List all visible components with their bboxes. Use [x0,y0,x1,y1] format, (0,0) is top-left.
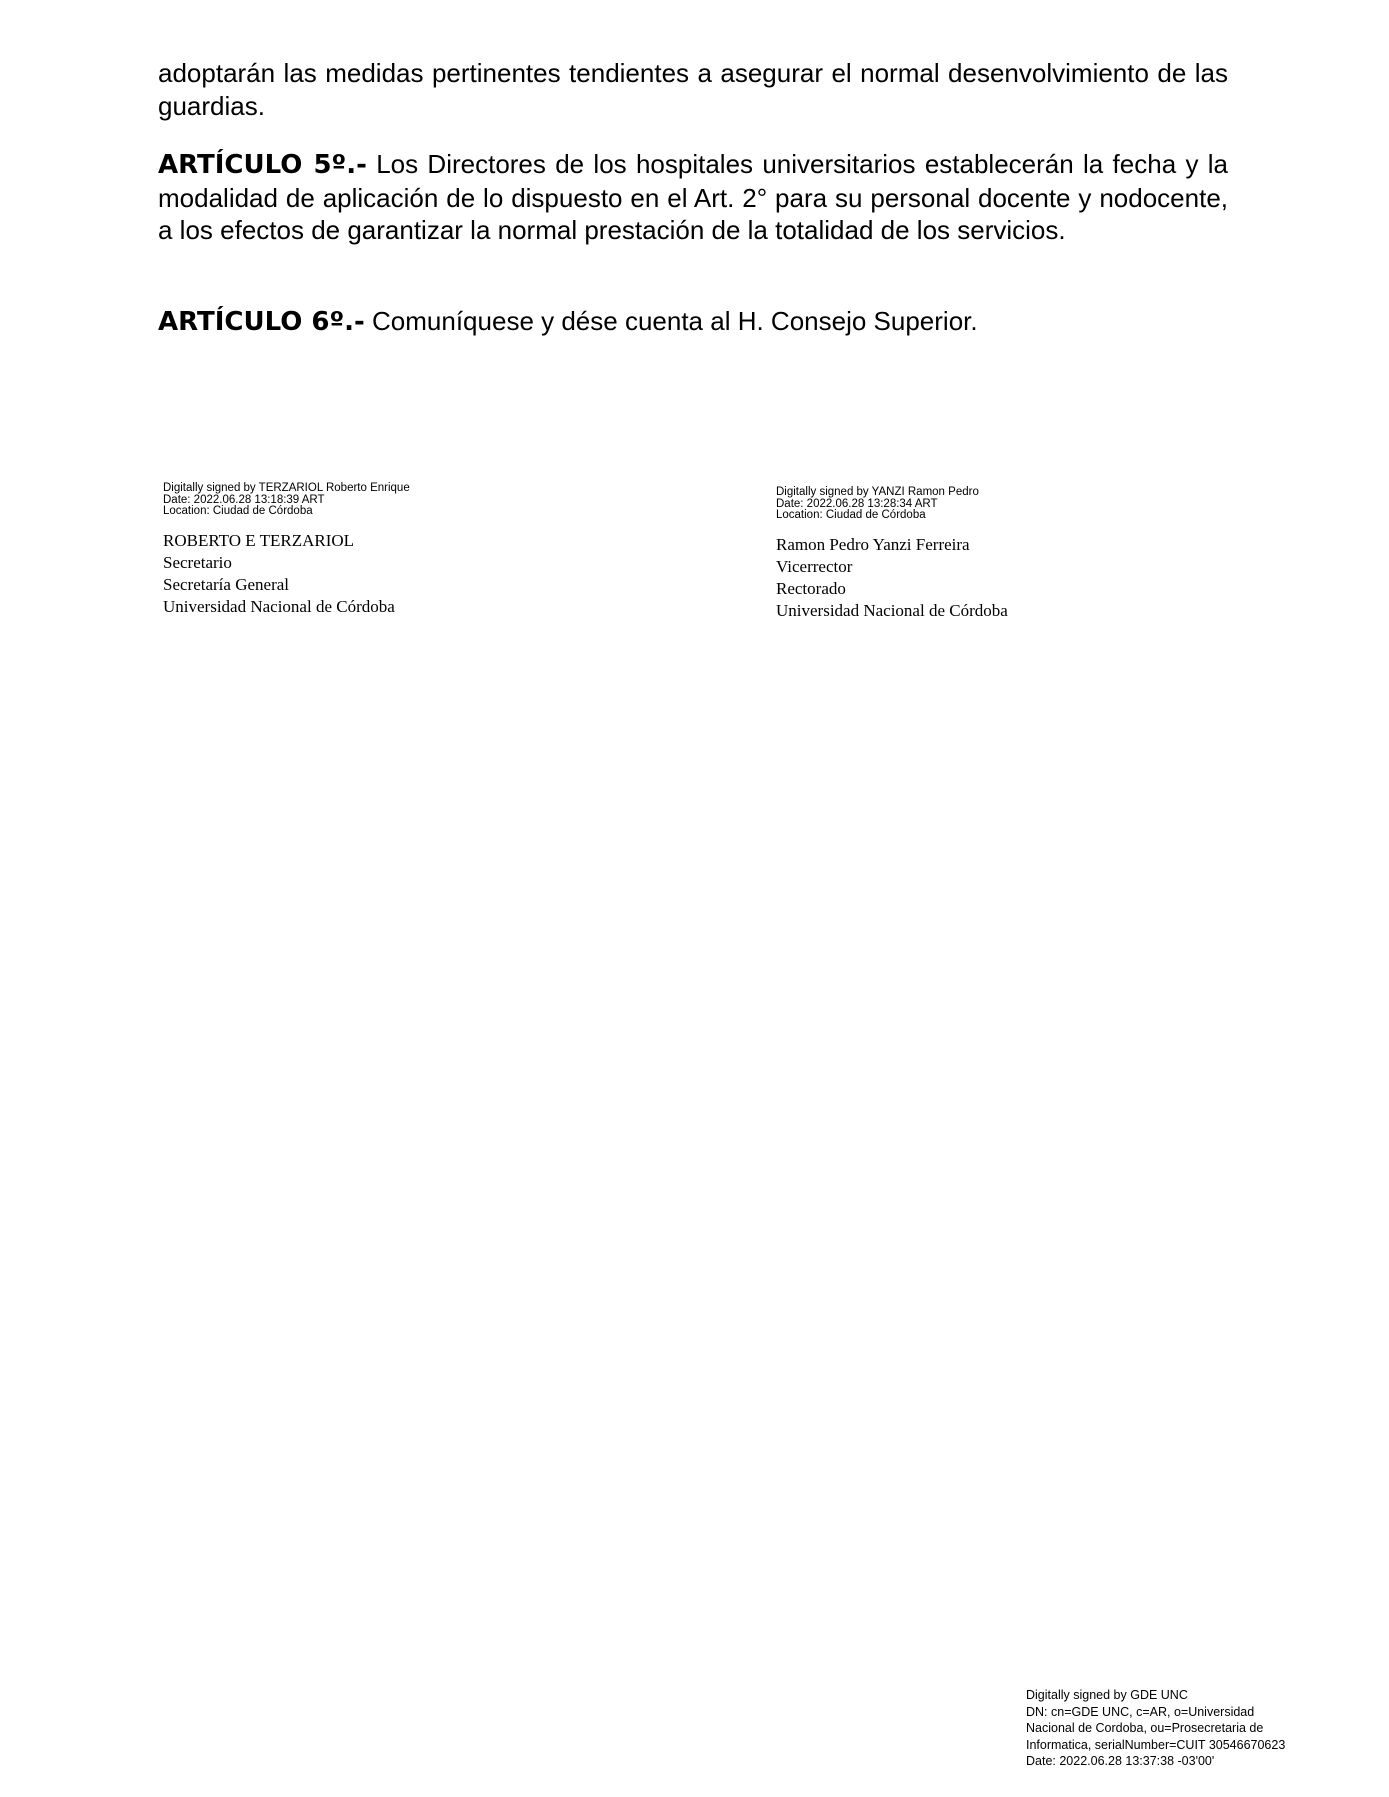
signer-name: ROBERTO E TERZARIOL [163,530,355,550]
signature-block-secretario [163,483,410,618]
footer-stamp-line: Nacional de Cordoba, ou=Prosecretaria de [1026,1721,1264,1735]
signature-block-vicerrector [776,487,1008,622]
paragraph-continuation [158,57,1228,122]
signer-details [163,530,410,618]
article-5-label: ARTÍCULO 5º.- [158,150,367,180]
signer-institution: Universidad Nacional de Córdoba [163,596,395,616]
signer-office: Secretaría General [163,574,289,594]
digital-signature-stamp [163,483,410,518]
article-6-text: Comuníquese y dése cuenta al H. Consejo Superior. [364,306,978,336]
footer-stamp-line: Informatica, serialNumber=CUIT 30546670623 [1026,1737,1286,1752]
signer-institution: Universidad Nacional de Córdoba [776,600,1008,620]
article-6-label: ARTÍCULO 6º.- [158,307,365,337]
gde-digital-signature-stamp [1026,1687,1346,1770]
article-5-paragraph [158,148,1228,247]
signer-details [776,534,1008,622]
article-5-text: Los Directores de los hospitales universitarios establecerán la fecha y la modalidad de aplicación de lo dispuesto en el Art. 2° para su personal docente y nodocente, a los efectos de garantizar la normal prestación de la totalidad de los servicios. [158,149,1229,245]
article-6-paragraph [158,305,1228,339]
stamp-signed-by: Digitally signed by YANZI Ramon Pedro [776,486,979,498]
stamp-date: Date: 2022.06.28 13:18:39 ART [163,493,325,506]
stamp-date: Date: 2022.06.28 13:28:34 ART [776,497,938,510]
footer-stamp-line: DN: cn=GDE UNC, c=AR, o=Universidad [1026,1704,1255,1719]
stamp-location: Location: Ciudad de Córdoba [776,509,926,521]
signer-role: Secretario [163,552,232,572]
stamp-location: Location: Ciudad de Córdoba [163,505,313,517]
footer-stamp-line: Digitally signed by GDE UNC [1026,1688,1188,1702]
signer-name: Ramon Pedro Yanzi Ferreira [776,534,970,554]
signer-office: Rectorado [776,578,846,598]
signer-role: Vicerrector [776,556,853,576]
paragraph-text: adoptarán las medidas pertinentes tendientes a asegurar el normal desenvolvimiento de las guardias. [158,58,1228,121]
stamp-signed-by: Digitally signed by TERZARIOL Roberto Enrique [163,482,410,494]
footer-stamp-line: Date: 2022.06.28 13:37:38 -03'00' [1026,1754,1215,1768]
digital-signature-stamp [776,487,1008,522]
